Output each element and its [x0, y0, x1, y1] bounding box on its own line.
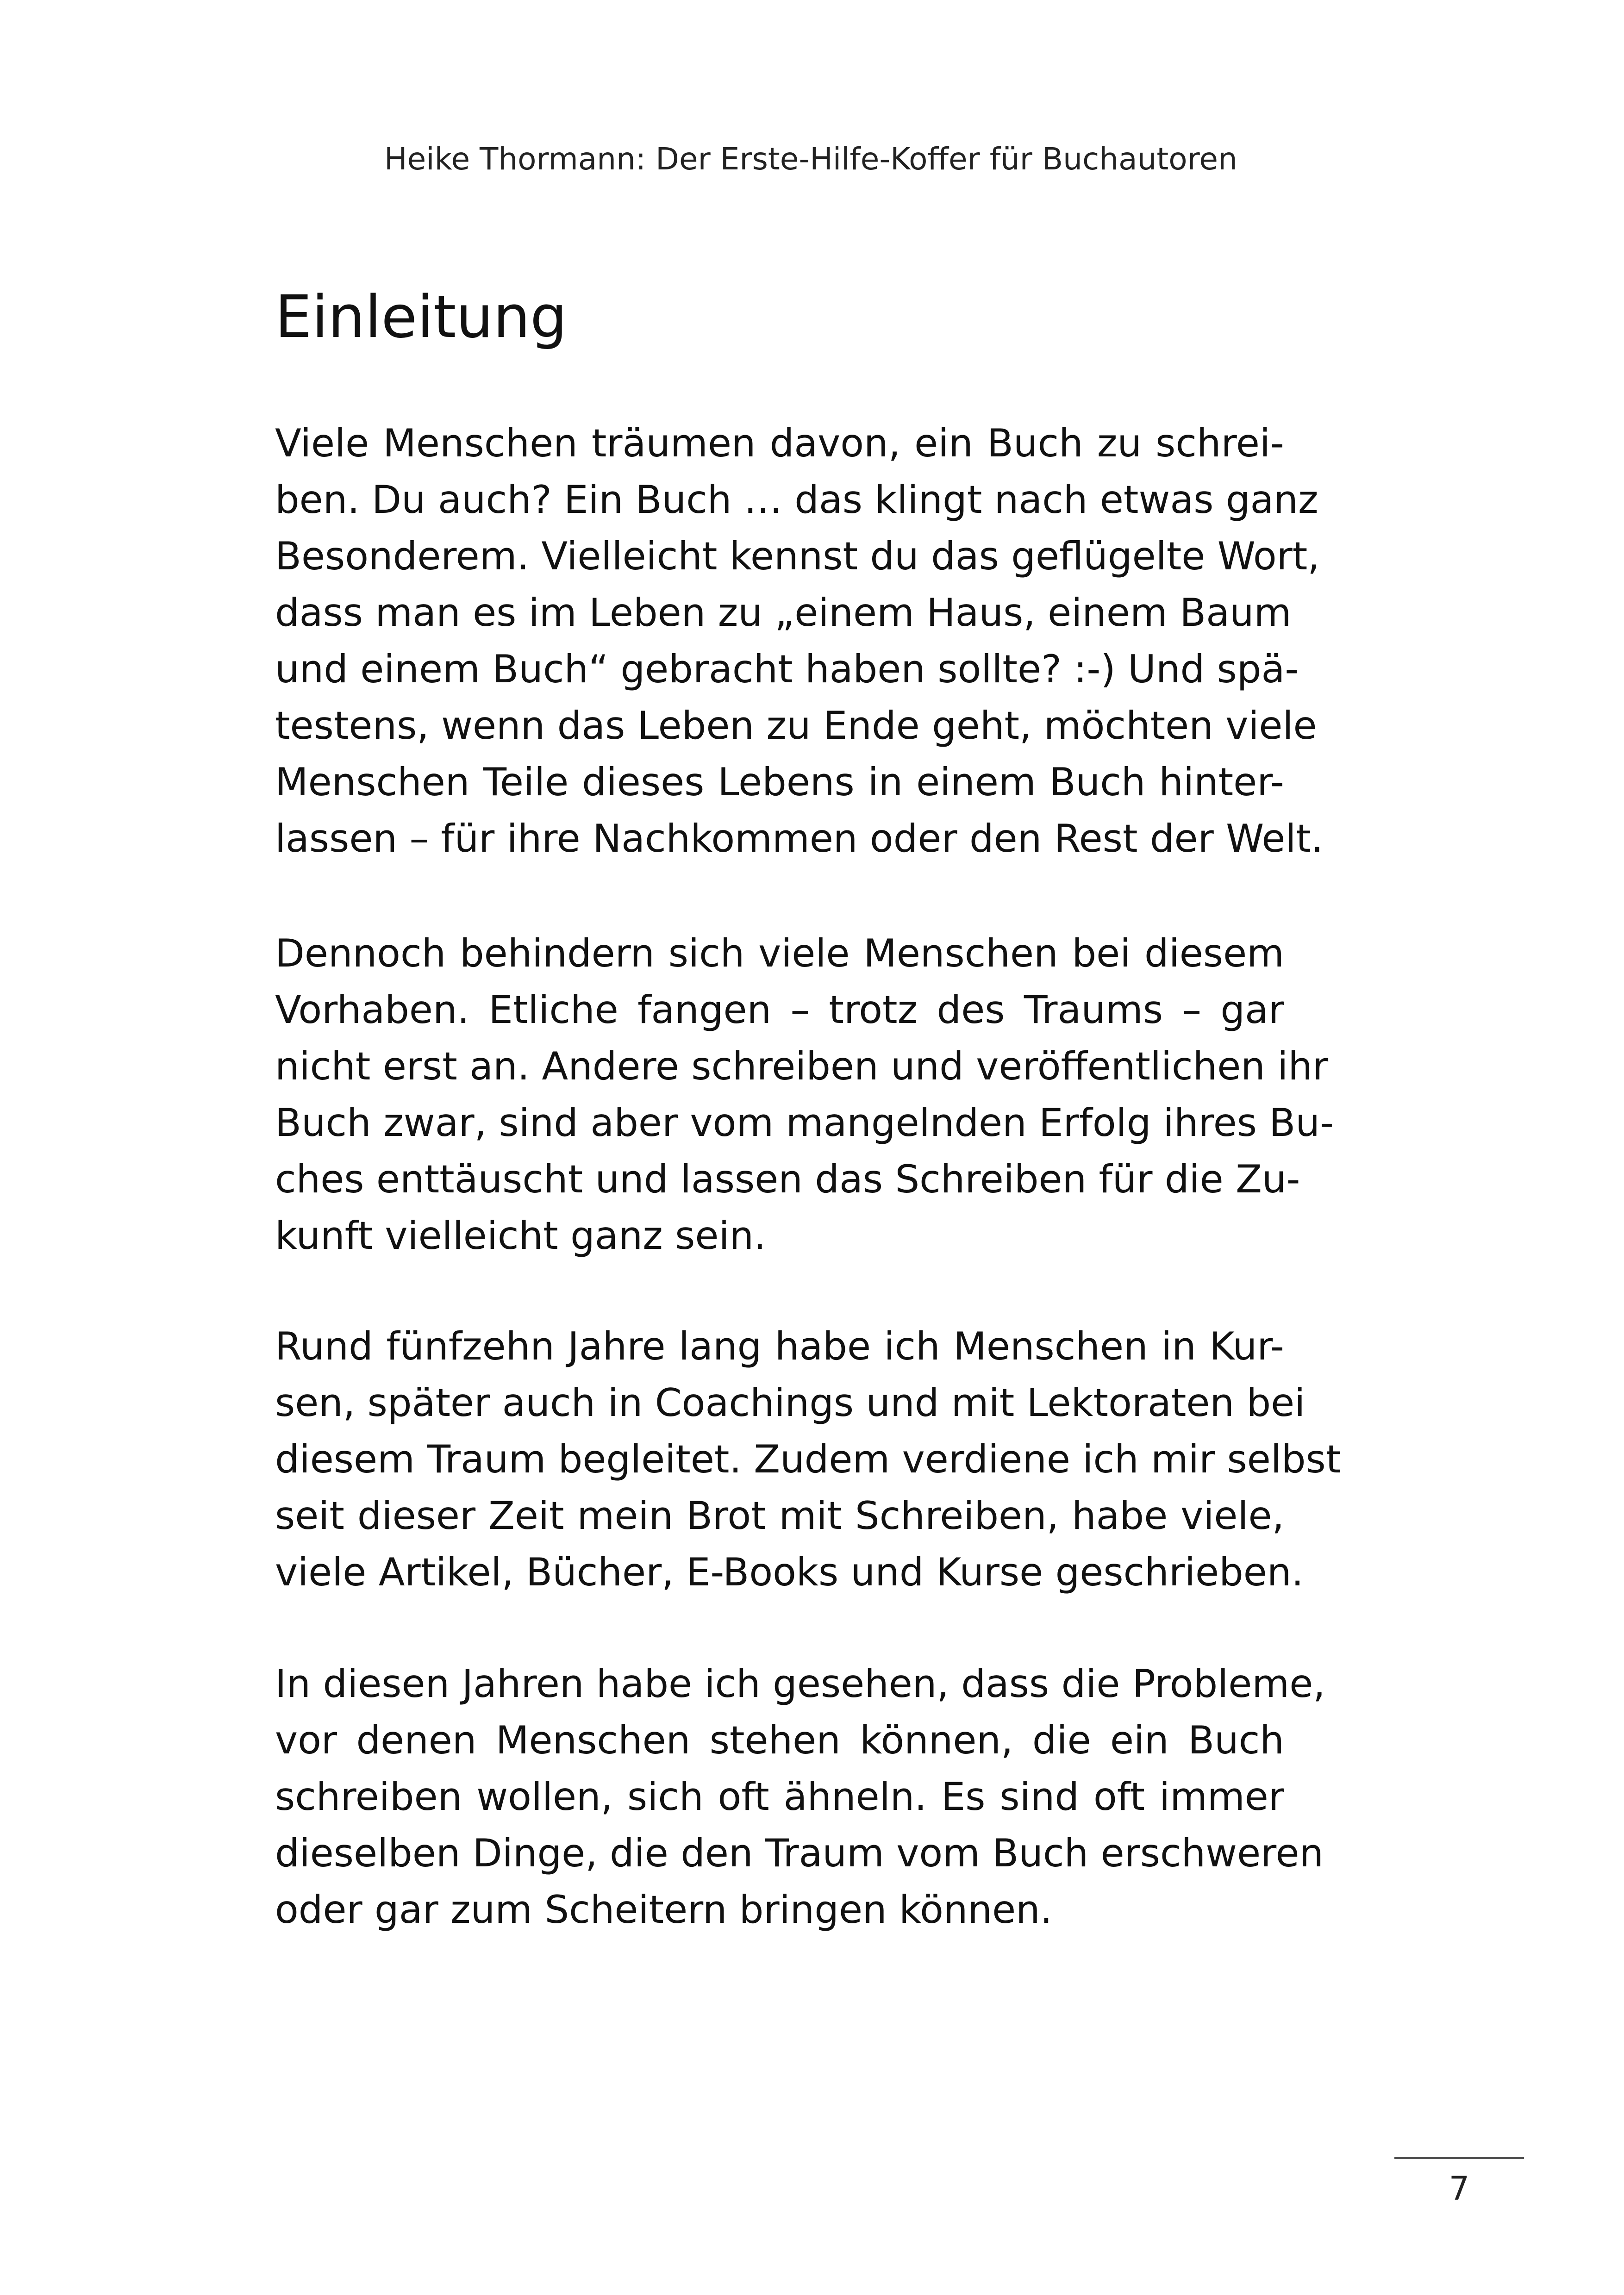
chapter-title: Einleitung [275, 283, 568, 351]
paragraph-4 [275, 1656, 1325, 1938]
text-line: Rund fünfzehn Jahre lang habe ich Menschen in Kur- [275, 1324, 1284, 1369]
text-line: lassen – für ihre Nachkommen oder den Rest der Welt. [275, 816, 1324, 861]
text-line: ches enttäuscht und lassen das Schreiben für die Zu- [275, 1157, 1300, 1202]
text-line: schreiben wollen, sich oft ähneln. Es sind oft immer [275, 1774, 1284, 1819]
text-line: Besonderem. Vielleicht kennst du das geflügelte Wort, [275, 534, 1320, 579]
paragraph-1 [275, 415, 1324, 867]
text-line: ben. Du auch? Ein Buch … das klingt nach etwas ganz [275, 477, 1318, 522]
text-line: Buch zwar, sind aber vom mangelnden Erfolg ihres Bu- [275, 1100, 1334, 1145]
text-line: dieselben Dinge, die den Traum vom Buch erschweren [275, 1831, 1324, 1876]
text-line: In diesen Jahren habe ich gesehen, dass die Probleme, [275, 1661, 1325, 1706]
text-line: kunft vielleicht ganz sein. [275, 1213, 766, 1258]
text-line: oder gar zum Scheitern bringen können. [275, 1887, 1053, 1932]
running-header: Heike Thormann: Der Erste-Hilfe-Koffer für Buchautoren [384, 141, 1237, 177]
text-line: und einem Buch“ gebracht haben sollte? :-) Und spä- [275, 647, 1299, 692]
paragraph-3 [275, 1318, 1341, 1601]
text-line: testens, wenn das Leben zu Ende geht, möchten viele [275, 703, 1317, 748]
text-line: viele Artikel, Bücher, E-Books und Kurse geschrieben. [275, 1550, 1304, 1595]
text-line: sen, später auch in Coachings und mit Lektoraten bei [275, 1380, 1305, 1425]
text-line: Menschen Teile dieses Lebens in einem Buch hinter- [275, 760, 1284, 804]
text-line: Vorhaben. Etliche fangen – trotz des Traums – gar [275, 987, 1284, 1032]
text-line: nicht erst an. Andere schreiben und veröffentlichen ihr [275, 1044, 1329, 1089]
text-line: dass man es im Leben zu „einem Haus, einem Baum [275, 590, 1292, 635]
text-line: diesem Traum begleitet. Zudem verdiene ich mir selbst [275, 1437, 1341, 1482]
footer-rule [1394, 2157, 1524, 2159]
text-line: seit dieser Zeit mein Brot mit Schreiben, habe viele, [275, 1493, 1284, 1538]
text-line: Viele Menschen träumen davon, ein Buch zu schrei- [275, 421, 1284, 466]
text-line: vor denen Menschen stehen können, die ein Buch [275, 1718, 1284, 1763]
paragraph-2 [275, 925, 1334, 1264]
page-number: 7 [1449, 2170, 1470, 2208]
text-line: Dennoch behindern sich viele Menschen bei diesem [275, 931, 1284, 976]
